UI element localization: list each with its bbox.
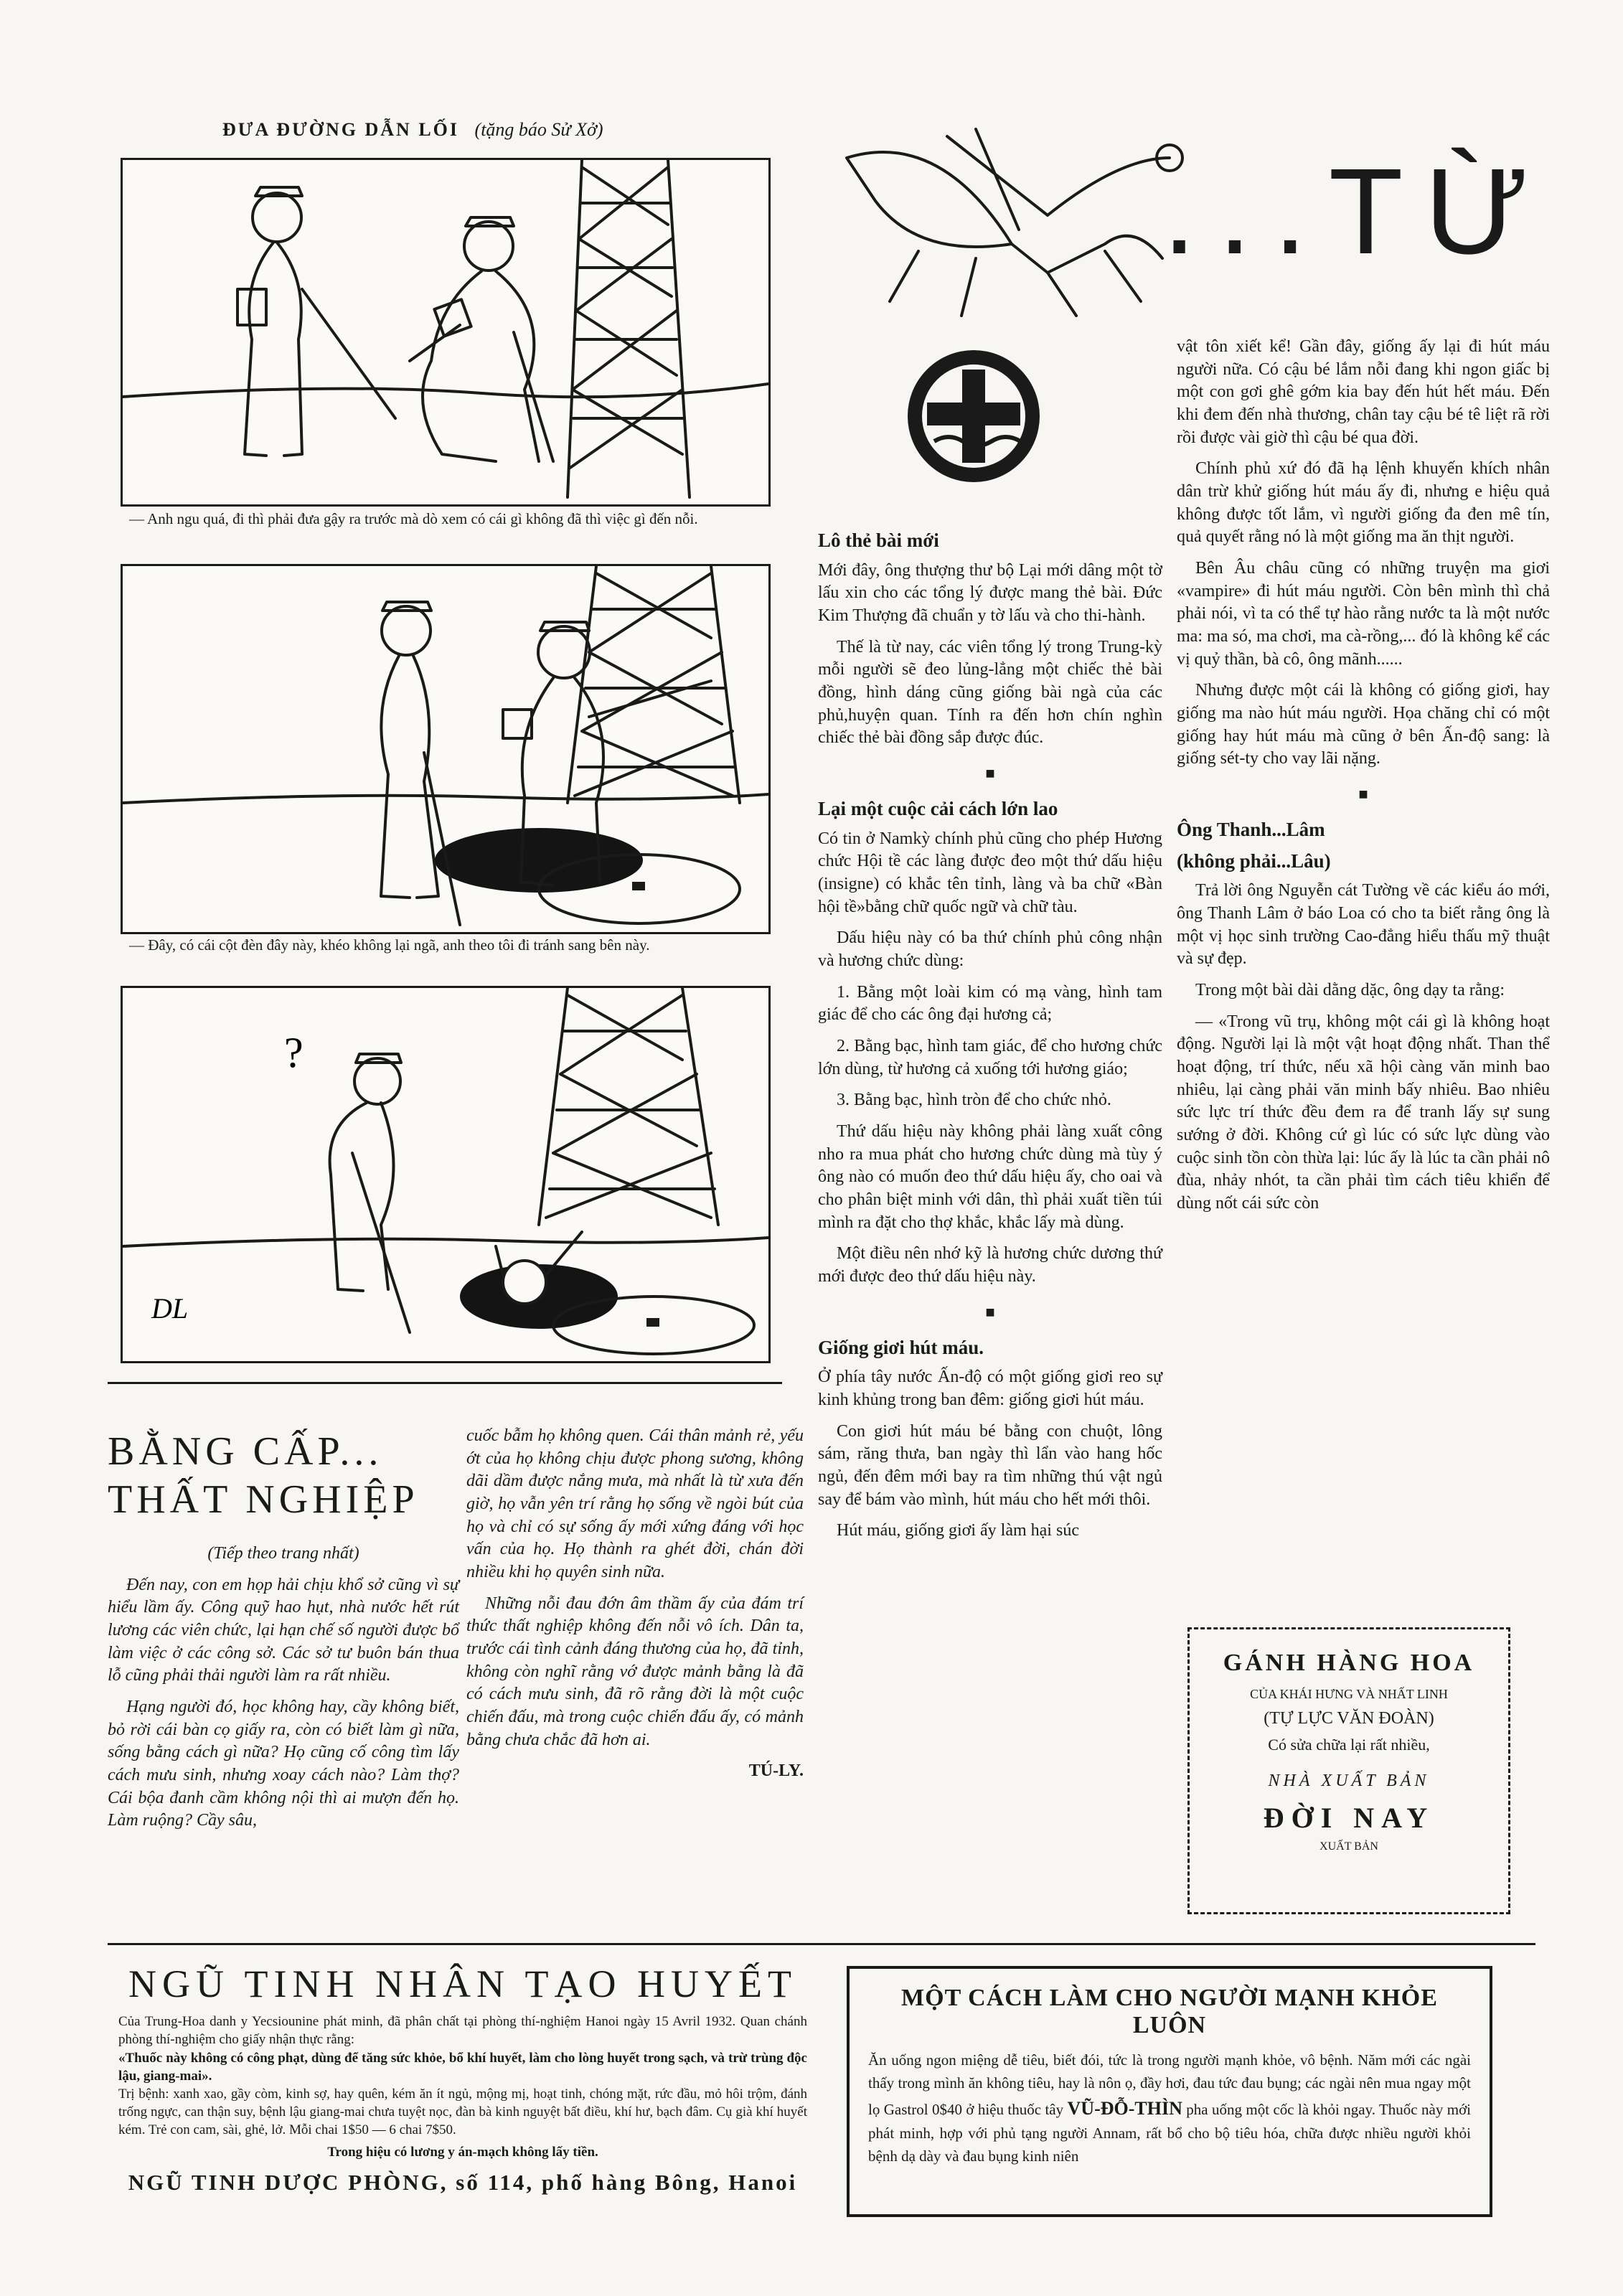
cai-cach-p5: 3. Bằng bạc, hình tròn để cho chức nhỏ. bbox=[837, 1091, 1111, 1110]
cartoon-panel-3 bbox=[121, 986, 771, 1363]
ganh-hang-hoa-publisher-post: XUẤT BẢN bbox=[1319, 1840, 1378, 1853]
manh-khoe-body bbox=[868, 2049, 1471, 2168]
manh-khoe-p2: pha uống một cốc là khỏi ngay. Thuốc này mới phát minh, hợp với phủ tạng người Annam, rất bổ cho bộ tiêu hóa, chữa được nhiều người khỏi bệnh dạ dày và đau bụng kinh niên bbox=[868, 2101, 1472, 2165]
insect-drawing bbox=[832, 115, 1191, 330]
section-divider: ■ bbox=[985, 1302, 995, 1321]
middle-news-column bbox=[818, 528, 1162, 1551]
guide-figure bbox=[410, 217, 553, 461]
ong-thanh-p3: — «Trong vũ trụ, không một cái gì là không hoạt động. Người lại là một vật hoạt động nhất. Than thể hoạt động, trí thức, nếu xã hội càng văn minh bao nhiêu, lại càng phải văn minh bấy nhiêu. Bao nhiêu sức lực trí thức đều đem ra để tranh lấy sự sung sướng ở đời. Không cứ gì lúc có sức lực dùng vào cuộc sinh tồn còn thừa lại: lúc ấy là lúc ta cần phải nô đùa, nhảy nhót, ta cần phải tìm cách tiêu khiển để dùng nốt cái sức còn bbox=[1177, 1012, 1550, 1213]
bang-cap-p1: Đến nay, con em họp hải chịu khổ sở cũng vì sự hiểu lầm ấy. Công quỹ hao hụt, nhà nước hết rút lương các viên chức, lại hạn chế số người được bổ làm việc ở các công sở. Các sở tư buôn bán thua lỗ cũng phải thải người làm ra rất nhiều. bbox=[108, 1575, 459, 1685]
ngu-tinh-p3: Trị bệnh: xanh xao, gầy còm, kinh sợ, hay quên, kém ăn ít ngủ, mộng mị, hoạt tinh, chóng mặt, rức đầu, mỏ hôi trộm, đánh trống ngực, can thận suy, bệnh lậu giang-mai chưa tuyệt nọc, đàn bà kinh nguyệt bất điều, khí hư, bạch đâm. Cụ già khí huyết kém. Trẻ con cam, sài, ghẻ, lở. Mỗi chai 1$50 — 6 chai 7$50. bbox=[118, 2086, 807, 2137]
gioi-p3: Hút máu, giống giơi ấy làm hại súc bbox=[837, 1521, 1079, 1540]
ngu-tinh-p4: Trong hiệu có lương y án-mạch không lấy tiền. bbox=[327, 2144, 598, 2160]
gioi-p2: Con giơi hút máu bé bằng con chuột, lông sám, răng thưa, ban ngày thì lẩn vào hang hốc ngủ, đến đêm mới bay ra tìm những thú vật ngủ say để bám vào mình, hút máu cho hết mới thôi. bbox=[818, 1421, 1162, 1509]
cai-cach-p4: 2. Bằng bạc, hình tam giác, để cho hương chức lớn dùng, từ hương cả xuống tới hương giáo; bbox=[818, 1037, 1162, 1078]
gioi-p1: Ở phía tây nước Ấn-độ có một giống giơi reo sự kinh khủng trong ban đêm: giống giơi hút máu. bbox=[818, 1368, 1162, 1410]
bang-cap-p4: Những nỗi đau đớn âm thầm ấy của đám trí thức thất nghiệp không đến nỗi vô ích. Dân ta, trước cái tình cảnh đáng thương của họ, đã tỉnh, không còn nghĩ rằng vớ được mảnh bằng là đã có cách mưu sinh, đã rõ rằng đời là một cuộc chiến đấu, mà trong cuộc chiến đấu ấy, có mảnh bằng chưa chắc đã hơn ai. bbox=[466, 1594, 804, 1749]
cartoon-caption-2: — Đây, có cái cột đèn đây này, khéo không lại ngã, anh theo tôi đi tránh sang bên này. bbox=[129, 936, 650, 954]
cartoon-caption-1: — Anh ngu quá, đi thì phải đưa gậy ra trước mà dò xem có cái gì không đã thì việc gì đến nỗi. bbox=[129, 510, 698, 527]
the-bai-p1: Mới đây, ông thượng thư bộ Lại mới dâng một tờ lấu xin cho các tổng lý được mang thẻ bài. Đức Kim Thượng đã chuẩn y tờ lấu và cho thi-hành. bbox=[818, 560, 1162, 625]
cartoon-drawing-3 bbox=[123, 988, 768, 1361]
cartoon-drawing-2 bbox=[123, 566, 768, 932]
bang-cap-left-column bbox=[108, 1543, 459, 1841]
cai-cach-p7: Một điều nên nhớ kỹ là hương chức dương thứ mới được đeo thứ dấu hiệu này. bbox=[818, 1244, 1162, 1286]
bang-cap-title-2: THẤT NGHIỆP bbox=[108, 1477, 419, 1523]
section-divider: ■ bbox=[1358, 785, 1368, 804]
ong-thanh-subheading: (không phải...Lâu) bbox=[1177, 850, 1331, 872]
cartoon-title bbox=[222, 119, 603, 141]
bang-cap-title bbox=[108, 1428, 459, 1524]
question-mark: ? bbox=[284, 1029, 304, 1076]
ngu-tinh-title: NGŨ TINH NHÂN TẠO HUYẾT bbox=[128, 1962, 797, 2005]
ganh-hang-hoa-publisher-pre: NHÀ XUẤT BẢN bbox=[1268, 1772, 1430, 1790]
ganh-hang-hoa-title: GÁNH HÀNG HOA bbox=[1223, 1650, 1475, 1676]
bang-cap-right-column bbox=[466, 1425, 804, 1783]
ong-thanh-p2: Trong một bài dài dằng dặc, ông dạy ta rằng: bbox=[1195, 981, 1505, 1000]
ong-thanh-heading: Ông Thanh...Lâm bbox=[1177, 819, 1325, 841]
ngu-tinh-p2: «Thuốc này không có công phạt, dùng để tăng sức khỏe, bổ khí huyết, làm cho lòng huyết trong sạch, và trừ trùng độc lậu, giang-mai». bbox=[118, 2050, 807, 2084]
cai-cach-p1: Có tin ở Namkỳ chính phủ cũng cho phép Hương chức Hội tề các làng được đeo một thứ dấu hiệu (insigne) có khắc tên tỉnh, làng và ba chữ «Bàn hội tề»bằng chữ quốc ngữ và chữ tàu. bbox=[818, 829, 1162, 916]
tower-drawing bbox=[568, 566, 740, 803]
manh-khoe-title: MỘT CÁCH LÀM CHO NGƯỜI MẠNH KHỎE LUÔN bbox=[901, 1985, 1438, 2038]
the-bai-heading: Lô thẻ bài mới bbox=[818, 530, 939, 551]
cartoon-title-text: ĐƯA ĐƯỜNG DẪN LỐI bbox=[222, 119, 460, 140]
bang-cap-continued: (Tiếp theo trang nhất) bbox=[207, 1544, 359, 1563]
cartoon-panel-2 bbox=[121, 564, 771, 934]
manh-khoe-ad bbox=[847, 1966, 1492, 2217]
gioi-heading: Giống giơi hút máu. bbox=[818, 1336, 984, 1358]
tu-intro-column bbox=[1177, 336, 1550, 1224]
tu-intro-p1: vật tôn xiết kể! Gần đây, giống ấy lại đi hút máu người nữa. Có cậu bé lắm nỗi đang khi ngon giấc bị một con gơi ghê gớm kia bay đến hút hết máu. Đến khi đem đến nhà thương, chân tay cậu bé tê liệt rã rời rồi được vài giờ thì cậu bé qua đời. bbox=[1177, 337, 1550, 447]
cartoon-title-note: (tặng báo Sử Xở) bbox=[474, 119, 603, 140]
ganh-hang-hoa-publisher: ĐỜI NAY bbox=[1263, 1802, 1435, 1834]
the-bai-p2: Thế là từ nay, các viên tổng lý trong Trung-kỳ mỗi người sẽ đeo lủng-lẳng một chiếc thẻ bài đồng, hình dáng cũng giống bài ngà của các phủ,huyện quan. Tính ra đến hơn chín nghìn chiếc thẻ bài đồng sắp được đúc. bbox=[818, 637, 1162, 748]
red-cross-logo bbox=[905, 348, 1042, 484]
ganh-hang-hoa-ad bbox=[1187, 1627, 1510, 1914]
blind-man-figure bbox=[237, 187, 395, 456]
cai-cach-p2: Dấu hiệu này có ba thứ chính phủ công nhận và hương chức dùng: bbox=[818, 928, 1162, 971]
bang-cap-p2: Hạng người đó, học không hay, cầy không biết, bỏ rời cái bàn cọ giấy ra, còn có biết làm gì nữa, sống bằng cách gì nữa? Họ cũng cố công tìm lấy cách mưu sinh, nhưng xoay cách nào? Làm thợ? Cái bộa đanh cầm không nội thì ai mượn đến họ. Làm ruộng? Cầy sâu, bbox=[108, 1698, 459, 1830]
bang-cap-p3: cuốc bẫm họ không quen. Cái thân mảnh rẻ, yếu ớt của họ không chịu được phong sương, không dãi dầm được nắng mưa, mà nhất là từ xưa đến giờ, họ vẫn yên trí rằng họ sống về ngòi bút của họ và chỉ có sự sống ấy mới xứng đáng với học vấn của họ. Họ thành ra ghét đời, chán đời nhiều khi họ quyên sinh nữa. bbox=[466, 1426, 804, 1582]
cartoon-drawing-1 bbox=[123, 160, 768, 504]
ganh-hang-hoa-group: (TỰ LỰC VĂN ĐOÀN) bbox=[1264, 1709, 1434, 1728]
ganh-hang-hoa-note: Có sửa chữa lại rất nhiều, bbox=[1268, 1736, 1430, 1754]
bang-cap-title-1: BẰNG CẤP... bbox=[108, 1429, 383, 1474]
cai-cach-heading: Lại một cuộc cải cách lớn lao bbox=[818, 798, 1058, 820]
divider-rule bbox=[108, 1382, 782, 1384]
ngu-tinh-p1: Của Trung-Hoa danh y Yecsiounine phát minh, đã phân chất tại phòng thí-nghiệm Hanoi ngày 15 Avril 1932. Quan chánh phòng thí-nghiệm cho giấy nhận thực rằng: bbox=[118, 2014, 807, 2048]
artist-signature: DL bbox=[151, 1292, 189, 1325]
ngu-tinh-footer: NGŨ TINH DƯỢC PHÒNG, số 114, phố hàng Bông, Hanoi bbox=[128, 2170, 798, 2196]
tu-intro-p4: Nhưng được một cái là không có giống giơi, hay giống ma nào hút máu người. Họa chăng chỉ có một giống hay hút máu mà cũng ở bên Ấn-độ sang: là giống sét-ty cho vay lãi nặng. bbox=[1177, 681, 1550, 768]
tu-intro-p2: Chính phủ xứ đó đã hạ lệnh khuyến khích nhân dân trừ khử giống hút máu ấy đi, nhưng e hiệu quả không được tốt lắm, vì người giống đa đen mê tín, quả quyết rằng nó là một giống ma ăn thịt người. bbox=[1177, 459, 1550, 547]
tu-intro-p3: Bên Âu châu cũng có những truyện ma giơi «vampire» đi hút máu người. Còn bên mình thì chả phải nói, vì ta có thể tự hào rằng nước ta là một nước ma: ma só, ma chơi, ma cà-rồng,... đó là không kể các vị quỷ thần, bà cô, ông mãnh...... bbox=[1177, 559, 1550, 669]
section-divider: ■ bbox=[985, 764, 995, 782]
ganh-hang-hoa-authors: CỦA KHÁI HƯNG VÀ NHẤT LINH bbox=[1250, 1687, 1448, 1701]
bang-cap-signature: TÚ-LY. bbox=[748, 1761, 804, 1781]
tower-drawing bbox=[539, 988, 718, 1225]
manh-khoe-p1: Ăn uống ngon miệng dễ tiêu, biết đói, tức là trong người mạnh khỏe, vô bệnh. Năm mới các ngài thấy trong mình ăn không tiêu, hay là nôn ọ, đầy hơi, đau tức đau bụng; các ngài nên mua ngay một lọ Gastrol 0$40 ở hiệu thuốc tây bbox=[868, 2051, 1471, 2118]
tower-drawing bbox=[568, 160, 690, 497]
blind-man-figure bbox=[381, 602, 460, 925]
manh-khoe-brand: VŨ-ĐỖ-THÌN bbox=[1067, 2098, 1182, 2119]
ong-thanh-p1: Trả lời ông Nguyễn cát Tường về các kiểu áo mới, ông Thanh Lâm ở báo Loa có cho ta biết rằng ông là một vị học sinh trường Cao-đẳng hiểu thấu mỹ thuật và sự đẹp. bbox=[1177, 881, 1550, 969]
bottom-rule bbox=[108, 1943, 1535, 1945]
cai-cach-p6: Thứ dấu hiệu này không phải làng xuất công nho ra mua phát cho hương chức dùng mà tùy ý ông nào có muốn đeo thứ dấu hiệu ấy, cho oai và cho phân biệt minh với dân, thì phải xuất tiền túi mình ra đặt cho thợ khắc, khắc lấy mà dùng. bbox=[818, 1122, 1162, 1232]
ngu-tinh-ad bbox=[118, 1963, 807, 2196]
cai-cach-p3: 1. Bằng một loài kim có mạ vàng, hình tam giác để cho các ông đại hương cả; bbox=[818, 982, 1162, 1025]
cartoon-panel-1 bbox=[121, 158, 771, 507]
masthead-title: ...TỪ bbox=[1162, 144, 1551, 280]
blind-man-figure bbox=[330, 1054, 410, 1332]
